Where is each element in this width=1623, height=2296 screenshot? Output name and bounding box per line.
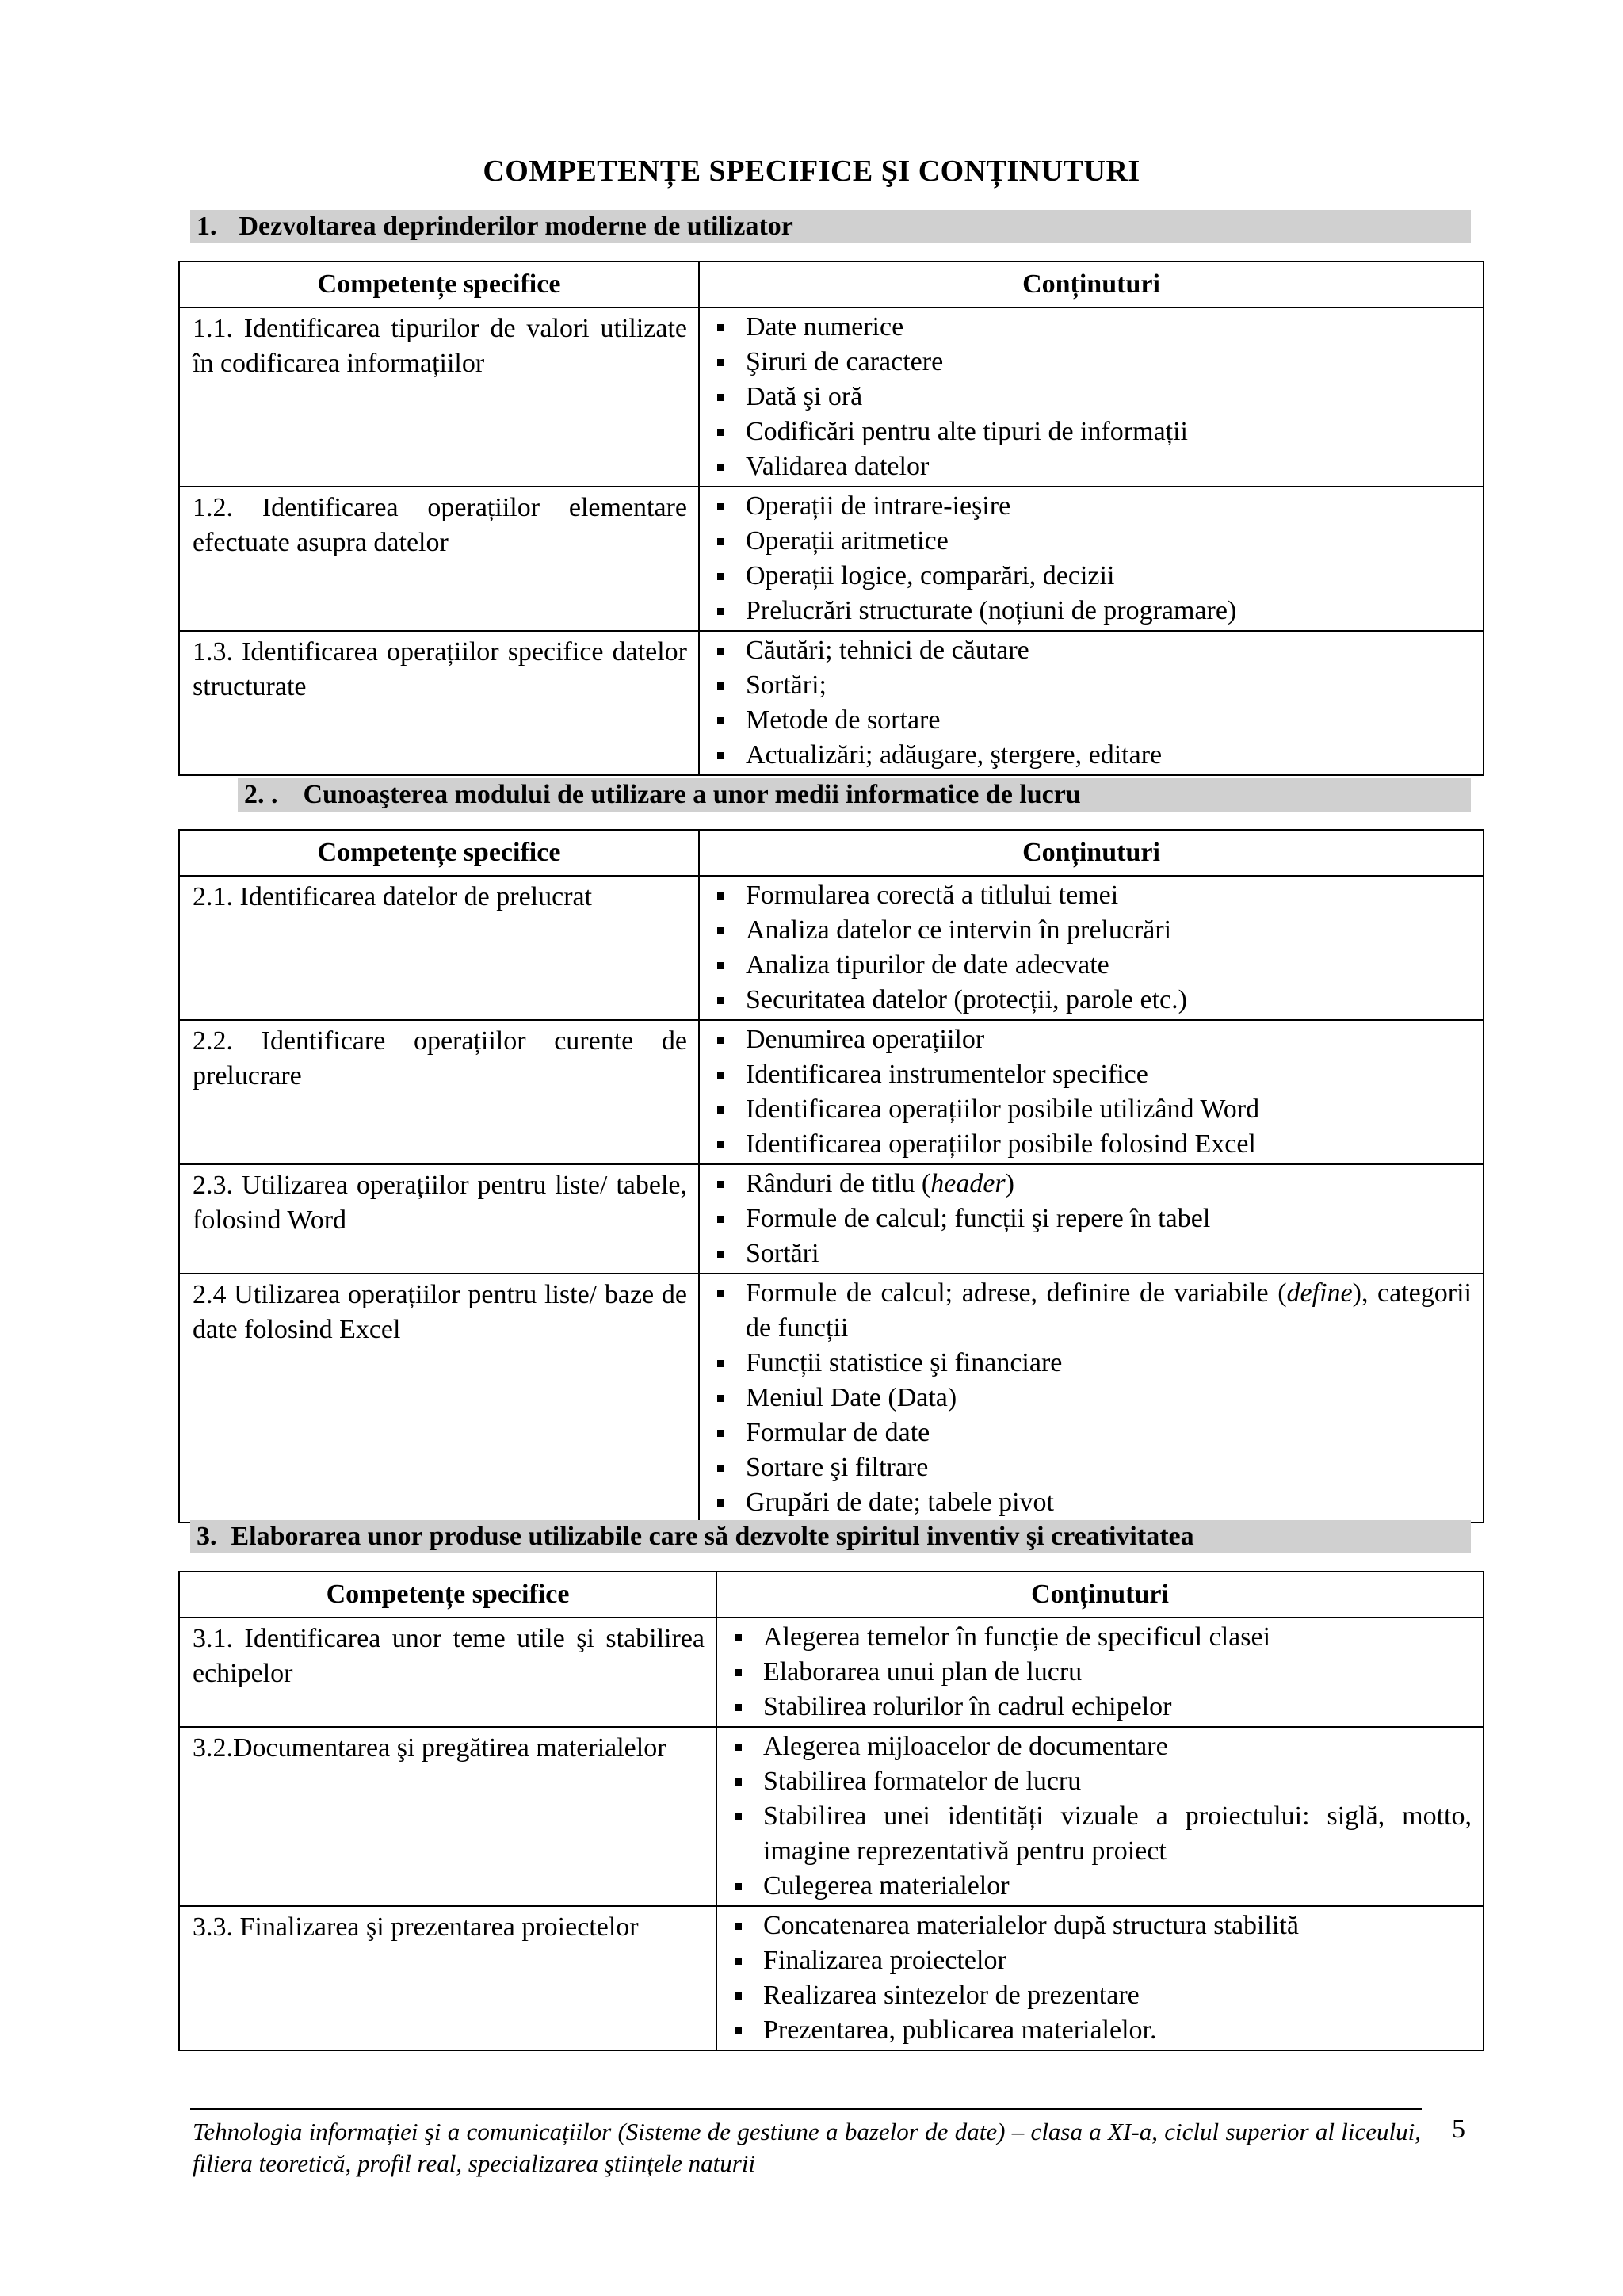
competence-cell: 3.1. Identificarea unor teme utile şi stabilirea echipelor <box>179 1618 716 1727</box>
list-item: Stabilirea formatelor de lucru <box>731 1764 1472 1799</box>
list-item: Operații aritmetice <box>714 524 1472 559</box>
content-cell <box>716 1618 1484 1727</box>
footer-divider <box>190 2108 1422 2110</box>
section-2-title: Cunoaşterea modului de utilizare a unor medii informatice de lucru <box>303 780 1081 809</box>
table-header-row <box>179 1572 1484 1618</box>
table-header-row <box>179 262 1484 308</box>
table-row <box>179 1727 1484 1906</box>
list-item: Prelucrări structurate (noțiuni de programare) <box>714 594 1472 628</box>
content-cell <box>716 1727 1484 1906</box>
list-item: Alegerea temelor în funcție de specificul clasei <box>731 1620 1472 1655</box>
list-item: Grupări de date; tabele pivot <box>714 1485 1472 1520</box>
content-cell <box>699 487 1484 631</box>
list-item: Meniul Date (Data) <box>714 1381 1472 1415</box>
content-cell <box>699 1164 1484 1274</box>
table-row <box>179 876 1484 1020</box>
footer-text: Tehnologia informației şi a comunicațiilor (Sisteme de gestiune a bazelor de date) – clasa a XI-a, ciclul superior al liceului, filiera teoretică, profil real, specializarea ştiințele naturii <box>193 2118 1421 2177</box>
list-item: Căutări; tehnici de căutare <box>714 633 1472 668</box>
competence-cell: 2.4 Utilizarea operațiilor pentru liste/ baze de date folosind Excel <box>179 1274 699 1522</box>
list-item: Actualizări; adăugare, ştergere, editare <box>714 738 1472 773</box>
header-competente: Competențe specifice <box>179 1572 716 1618</box>
table-row <box>179 1020 1484 1164</box>
list-item <box>714 1276 1472 1346</box>
list-item-italic: header <box>930 1169 1006 1198</box>
list-item: Elaborarea unui plan de lucru <box>731 1655 1472 1690</box>
list-item-text: Formule de calcul; adrese, definire de variabile ( <box>746 1278 1287 1308</box>
competence-cell: 1.2. Identificarea operațiilor elementare efectuate asupra datelor <box>179 487 699 631</box>
header-continuturi: Conținuturi <box>699 262 1484 308</box>
table-row <box>179 631 1484 775</box>
list-item: Culegerea materialelor <box>731 1869 1472 1904</box>
section-3-heading <box>190 1520 1471 1553</box>
list-item: Sortări; <box>714 668 1472 703</box>
list-item: Formular de date <box>714 1415 1472 1450</box>
competence-cell: 1.1. Identificarea tipurilor de valori utilizate în codificarea informațiilor <box>179 308 699 487</box>
content-cell <box>699 1020 1484 1164</box>
header-competente: Competențe specifice <box>179 830 699 876</box>
section-1-table <box>178 261 1484 776</box>
table-header-row <box>179 830 1484 876</box>
competence-cell: 2.2. Identificare operațiilor curente de prelucrare <box>179 1020 699 1164</box>
list-item: Sortare şi filtrare <box>714 1450 1472 1485</box>
header-continuturi: Conținuturi <box>716 1572 1484 1618</box>
content-cell <box>699 308 1484 487</box>
content-cell <box>716 1906 1484 2050</box>
list-item <box>714 1167 1472 1201</box>
content-cell <box>699 1274 1484 1522</box>
list-item: Formule de calcul; funcții şi repere în tabel <box>714 1201 1472 1236</box>
table-row <box>179 1618 1484 1727</box>
competence-cell: 1.3. Identificarea operațiilor specifice datelor structurate <box>179 631 699 775</box>
list-item: Realizarea sintezelor de prezentare <box>731 1978 1472 2013</box>
list-item: Şiruri de caractere <box>714 345 1472 380</box>
section-2-number: 2. . <box>244 780 278 809</box>
section-3-number: 3. <box>197 1522 217 1551</box>
list-item: Funcții statistice şi financiare <box>714 1346 1472 1381</box>
competence-cell: 3.3. Finalizarea şi prezentarea proiectelor <box>179 1906 716 2050</box>
list-item: Identificarea instrumentelor specifice <box>714 1057 1472 1092</box>
list-item: Metode de sortare <box>714 703 1472 738</box>
list-item-text: Rânduri de titlu ( <box>746 1169 931 1198</box>
table-row <box>179 1164 1484 1274</box>
page-number: 5 <box>1452 2115 1465 2144</box>
content-cell <box>699 631 1484 775</box>
section-3-title: Elaborarea unor produse utilizabile care să dezvolte spiritul inventiv şi creativitatea <box>231 1522 1194 1551</box>
section-1-heading <box>190 210 1471 243</box>
list-item: Denumirea operațiilor <box>714 1022 1472 1057</box>
header-continuturi: Conținuturi <box>699 830 1484 876</box>
list-item: Date numerice <box>714 310 1472 345</box>
section-1-title: Dezvoltarea deprinderilor moderne de utilizator <box>239 212 793 241</box>
list-item: Dată şi oră <box>714 380 1472 415</box>
list-item: Stabilirea unei identități vizuale a proiectului: siglă, motto, imagine reprezentativă pentru proiect <box>731 1799 1472 1869</box>
section-1-number: 1. <box>197 212 217 241</box>
table-row <box>179 487 1484 631</box>
list-item-text: ), categorii de funcții <box>746 1278 1472 1343</box>
list-item: Formularea corectă a titlului temei <box>714 878 1472 913</box>
list-item: Sortări <box>714 1236 1472 1271</box>
list-item: Operații logice, comparări, decizii <box>714 559 1472 594</box>
list-item: Validarea datelor <box>714 449 1472 484</box>
list-item-italic: define <box>1286 1278 1353 1308</box>
header-competente: Competențe specifice <box>179 262 699 308</box>
page-title: COMPETENȚE SPECIFICE ŞI CONȚINUTURI <box>483 155 1140 188</box>
content-cell <box>699 876 1484 1020</box>
list-item: Securitatea datelor (protecții, parole etc.) <box>714 983 1472 1018</box>
table-row <box>179 308 1484 487</box>
competence-cell: 3.2.Documentarea şi pregătirea materialelor <box>179 1727 716 1906</box>
section-2-table <box>178 829 1484 1523</box>
list-item: Prezentarea, publicarea materialelor. <box>731 2013 1472 2048</box>
list-item: Analiza tipurilor de date adecvate <box>714 948 1472 983</box>
list-item: Codificări pentru alte tipuri de informații <box>714 415 1472 449</box>
list-item: Alegerea mijloacelor de documentare <box>731 1729 1472 1764</box>
list-item: Concatenarea materialelor după structura stabilită <box>731 1908 1472 1943</box>
list-item: Finalizarea proiectelor <box>731 1943 1472 1978</box>
list-item: Stabilirea rolurilor în cadrul echipelor <box>731 1690 1472 1725</box>
list-item: Analiza datelor ce intervin în prelucrări <box>714 913 1472 948</box>
list-item: Operații de intrare-ieşire <box>714 489 1472 524</box>
table-row <box>179 1274 1484 1522</box>
list-item-text: ) <box>1005 1169 1014 1198</box>
table-row <box>179 1906 1484 2050</box>
list-item: Identificarea operațiilor posibile folosind Excel <box>714 1127 1472 1162</box>
section-3-table <box>178 1571 1484 2051</box>
competence-cell: 2.1. Identificarea datelor de prelucrat <box>179 876 699 1020</box>
section-2-heading <box>238 778 1471 812</box>
competence-cell: 2.3. Utilizarea operațiilor pentru liste/ tabele, folosind Word <box>179 1164 699 1274</box>
list-item: Identificarea operațiilor posibile utilizând Word <box>714 1092 1472 1127</box>
